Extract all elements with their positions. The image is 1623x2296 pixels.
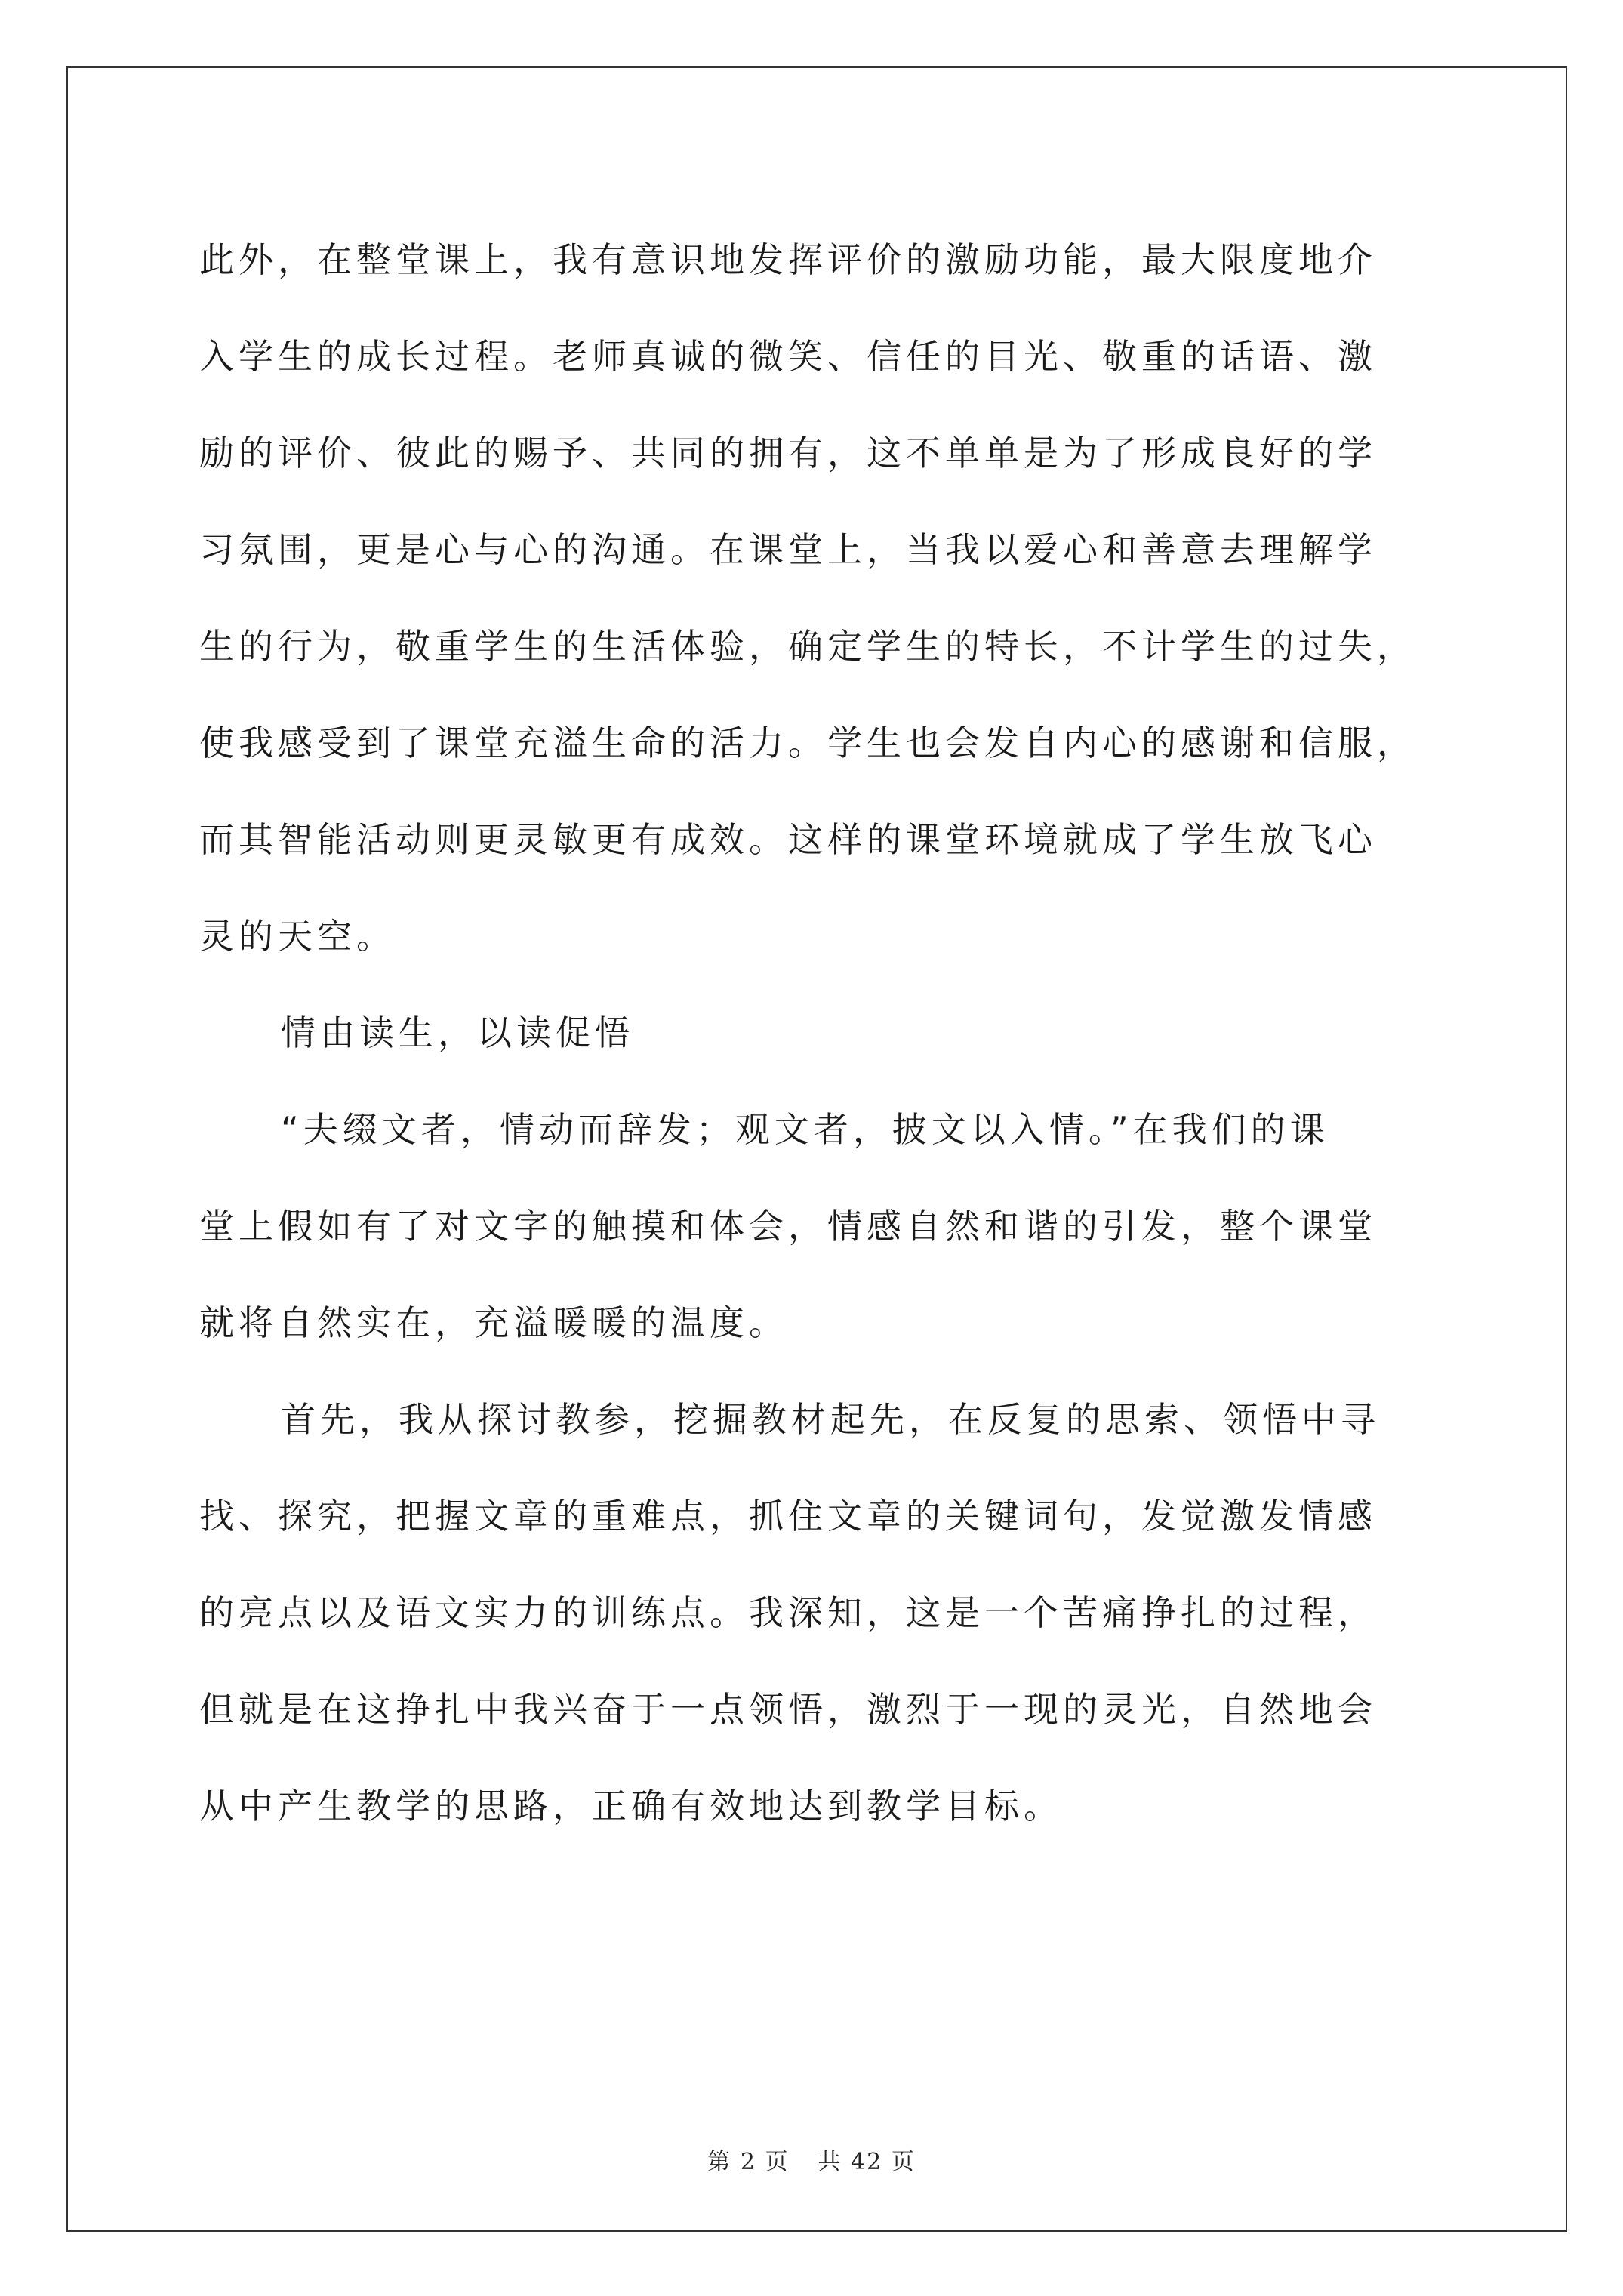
text-line-4: 习氛围，更是心与心的沟通。在课堂上，当我以爱心和善意去理解学: [199, 529, 1377, 570]
text-line-1: 此外，在整堂课上，我有意识地发挥评价的激励功能，最大限度地介: [199, 239, 1377, 280]
text-line-17: 从中产生教学的思路，正确有效地达到教学目标。: [199, 1786, 1063, 1826]
text-line-5: 生的行为，敬重学生的生活体验，确定学生的特长，不计学生的过失，: [199, 626, 1416, 667]
text-line-16: 但就是在这挣扎中我兴奋于一点领悟，激烈于一现的灵光，自然地会: [199, 1689, 1377, 1730]
text-line-10: “夫缀文者，情动而辞发；观文者，披文以入情。”在我们的课: [281, 1109, 1329, 1150]
page-footer: [0, 2143, 1623, 2176]
text-line-8: 灵的天空。: [199, 916, 396, 957]
text-line-11: 堂上假如有了对文字的触摸和体会，情感自然和谐的引发，整个课堂: [199, 1206, 1377, 1247]
text-line-13: 首先，我从探讨教参，挖掘教材起先，在反复的思索、领悟中寻: [281, 1399, 1380, 1440]
text-line-6: 使我感受到了课堂充溢生命的活力。学生也会发自内心的感谢和信服，: [199, 723, 1416, 763]
text-line-15: 的亮点以及语文实力的训练点。我深知，这是一个苦痛挣扎的过程，: [199, 1592, 1377, 1633]
text-line-2: 入学生的成长过程。老师真诚的微笑、信任的目光、敬重的话语、激: [199, 336, 1377, 377]
text-line-3: 励的评价、彼此的赐予、共同的拥有，这不单单是为了形成良好的学: [199, 433, 1377, 473]
page-number: 第 2 页: [707, 2149, 790, 2175]
page-total: 共 42 页: [818, 2149, 916, 2175]
text-line-12: 就将自然实在，充溢暖暖的温度。: [199, 1302, 788, 1343]
document-body: [199, 211, 1452, 1854]
text-line-14: 找、探究，把握文章的重难点，抓住文章的关键词句，发觉激发情感: [199, 1496, 1377, 1536]
text-line-7: 而其智能活动则更灵敏更有成效。这样的课堂环境就成了学生放飞心: [199, 819, 1377, 860]
section-heading: 情由读生，以读促悟: [281, 1012, 634, 1053]
